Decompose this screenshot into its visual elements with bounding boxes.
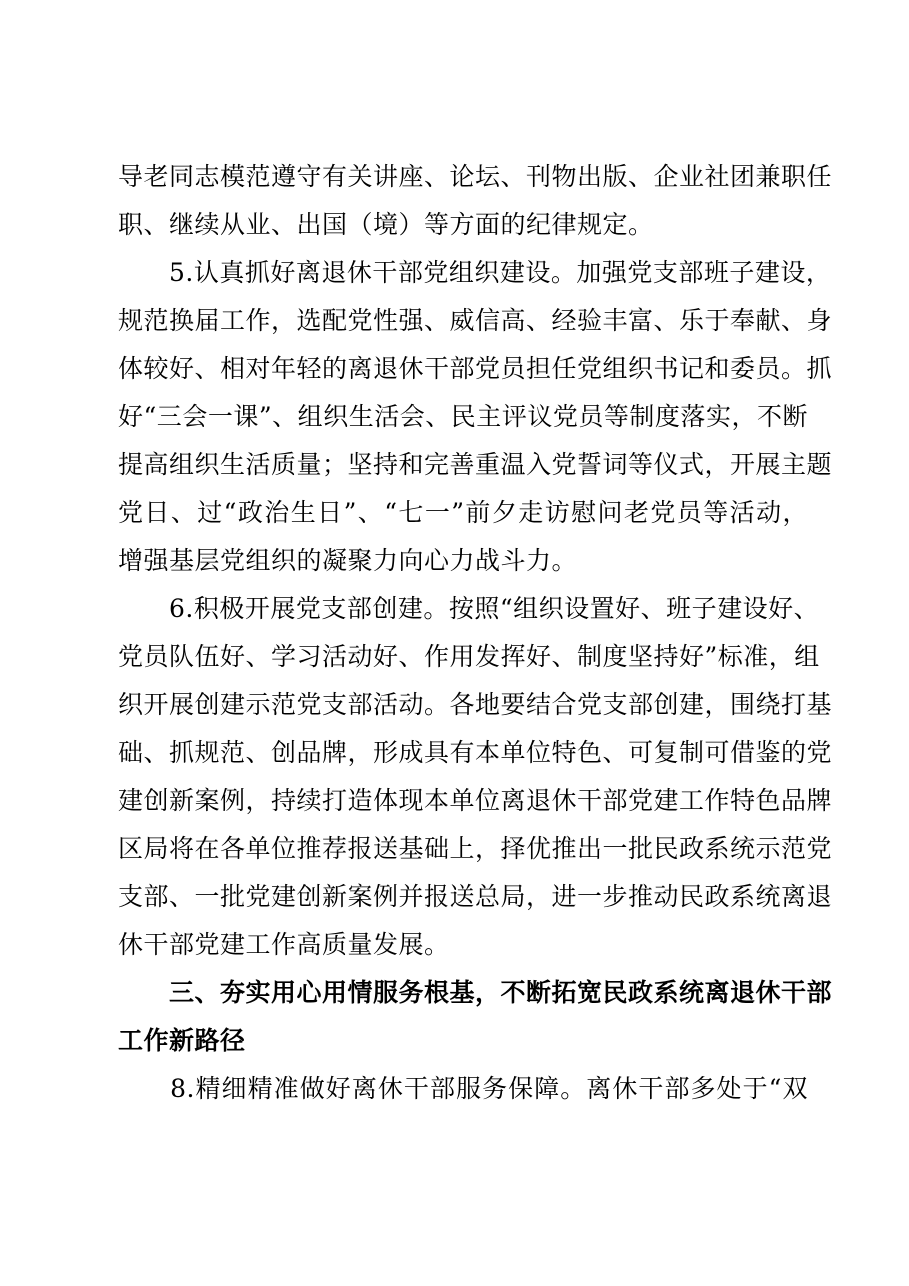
paragraph-6-line-2: 党员队伍好、学习活动好、作用发挥好、制度坚持好”标准，组	[118, 642, 820, 671]
section-heading-line-2: 工作新路径	[118, 1026, 246, 1055]
paragraph-5-line-1: 5.认真抓好离退休干部党组织建设。加强党支部班子建设，	[118, 258, 832, 287]
section-heading-line-1: 三、夯实用心用情服务根基，不断拓宽民政系统离退休干部	[118, 978, 833, 1007]
paragraph-5-line-3: 体较好、相对年轻的离退休干部党员担任党组织书记和委员。抓	[118, 354, 833, 383]
paragraph-5-line-5: 提高组织生活质量；坚持和完善重温入党誓词等仪式，开展主题	[118, 450, 833, 479]
paragraph-6-line-6: 区局将在各单位推荐报送基础上，择优推出一批民政系统示范党	[118, 834, 833, 863]
paragraph-5-line-6: 党日、过“政治生日”、“七一”前夕走访慰问老党员等活动，	[118, 498, 808, 527]
paragraph-6-line-8: 休干部党建工作高质量发展。	[118, 930, 450, 959]
paragraph-6-line-1: 6.积极开展党支部创建。按照“组织设置好、班子建设好、	[118, 594, 820, 623]
paragraph-6-line-4: 础、抓规范、创品牌，形成具有本单位特色、可复制可借鉴的党	[118, 738, 833, 767]
paragraph-5-line-2: 规范换届工作，选配党性强、威信高、经验丰富、乐于奉献、身	[118, 306, 833, 335]
paragraph-5-line-7: 增强基层党组织的凝聚力向心力战斗力。	[118, 546, 578, 575]
text-line-2: 职、继续从业、出国（境）等方面的纪律规定。	[118, 210, 654, 239]
paragraph-5-line-4: 好“三会一课”、组织生活会、民主评议党员等制度落实，不断	[118, 402, 808, 431]
paragraph-6-line-7: 支部、一批党建创新案例并报送总局，进一步推动民政系统离退	[118, 882, 833, 911]
paragraph-6-line-3: 织开展创建示范党支部活动。各地要结合党支部创建，围绕打基	[118, 690, 833, 719]
paragraph-6-line-5: 建创新案例，持续打造体现本单位离退休干部党建工作特色品牌	[118, 786, 833, 815]
text-line-1: 导老同志模范遵守有关讲座、论坛、刊物出版、企业社团兼职任	[118, 162, 833, 191]
paragraph-8-line-1: 8.精细精准做好离休干部服务保障。离休干部多处于“双	[118, 1074, 808, 1103]
